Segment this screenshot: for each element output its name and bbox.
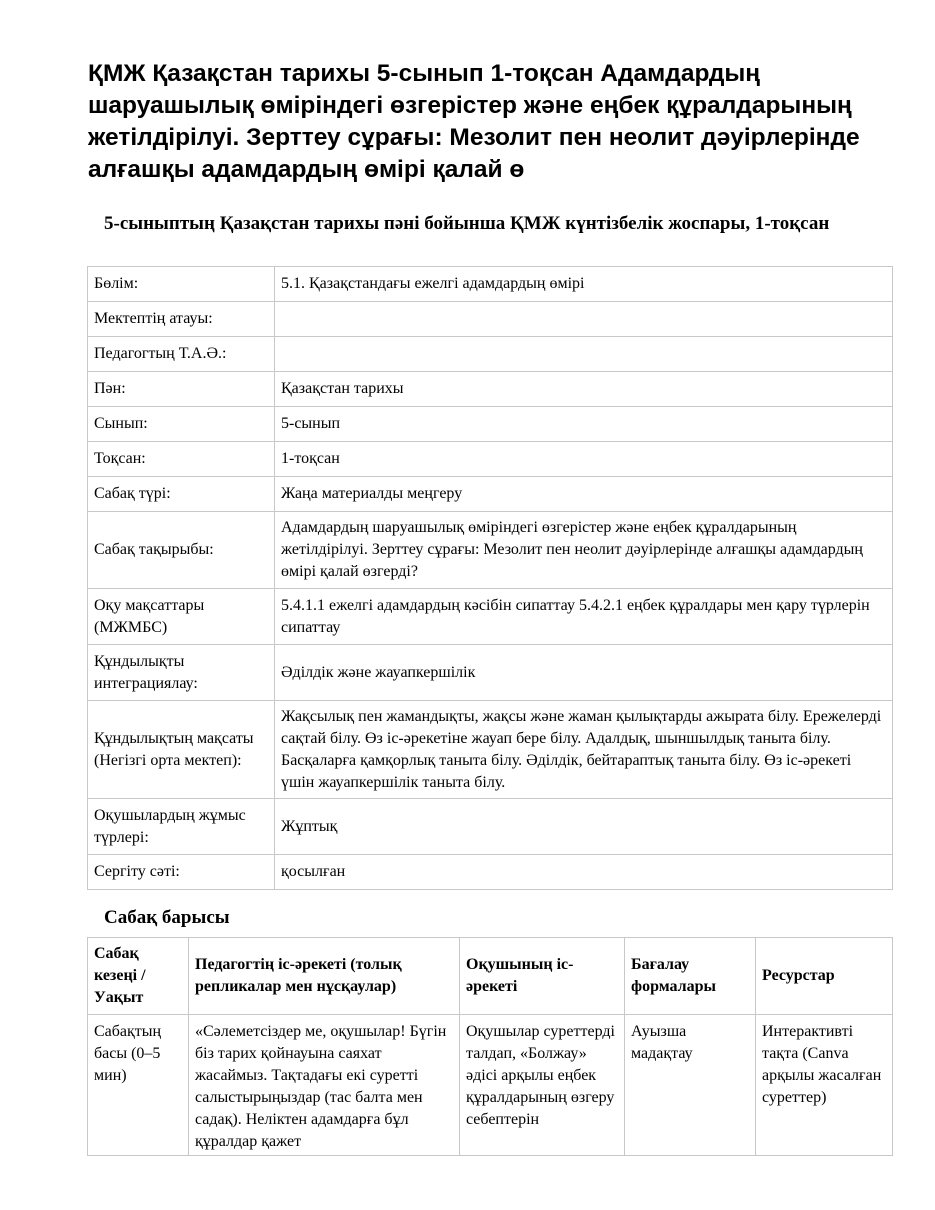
table-row bbox=[88, 589, 893, 645]
lesson-info-table bbox=[87, 266, 893, 890]
info-value: 1-тоқсан bbox=[275, 442, 893, 477]
info-label: Сабақ тақырыбы: bbox=[88, 512, 275, 589]
column-header: Оқушының іс-әрекеті bbox=[460, 938, 625, 1015]
document-title: ҚМЖ Қазақстан тарихы 5-сынып 1-тоқсан Адамдардың шаруашылық өміріндегі өзгерістер және еңбек құралдарының жетілдірілуі. Зерттеу сұрағы: Мезолит пен неолит дәуірлерінде алғашқы адамдардың өмірі қалай ө bbox=[88, 60, 860, 183]
table-row bbox=[88, 372, 893, 407]
info-value: Адамдардың шаруашылық өміріндегі өзгерістер және еңбек құралдарының жетілдірілуі. Зерттеу сұрағы: Мезолит пен неолит дәуірлерінде алғашқы адамдардың өмірі қалай өзгерді? bbox=[275, 512, 893, 589]
column-header: Ресурстар bbox=[756, 938, 893, 1015]
info-label: Пән: bbox=[88, 372, 275, 407]
info-label: Құндылықтың мақсаты (Негізгі орта мектеп): bbox=[88, 701, 275, 799]
table-header-row bbox=[88, 938, 893, 1015]
info-value: Қазақстан тарихы bbox=[275, 372, 893, 407]
table-row bbox=[88, 701, 893, 799]
column-header: Педагогтің іс-әрекеті (толық репликалар мен нұсқаулар) bbox=[189, 938, 460, 1015]
lesson-cell: Сабақтың басы (0–5 мин) bbox=[88, 1015, 189, 1156]
info-value: 5.1. Қазақстандағы ежелгі адамдардың өмірі bbox=[275, 267, 893, 302]
info-label: Сабақ түрі: bbox=[88, 477, 275, 512]
section-title-lesson-flow: Сабақ барысы bbox=[104, 907, 230, 928]
info-label: Тоқсан: bbox=[88, 442, 275, 477]
info-label: Сергіту сәті: bbox=[88, 855, 275, 890]
table-row bbox=[88, 477, 893, 512]
table-row bbox=[88, 407, 893, 442]
info-label: Бөлім: bbox=[88, 267, 275, 302]
info-value: Жаңа материалды меңгеру bbox=[275, 477, 893, 512]
table-row bbox=[88, 337, 893, 372]
lesson-flow-table bbox=[87, 937, 893, 1156]
table-row bbox=[88, 799, 893, 855]
lesson-cell: Оқушылар суреттерді талдап, «Болжау» әдісі арқылы еңбек құралдарының өзгеру себептерін bbox=[460, 1015, 625, 1156]
table-row bbox=[88, 302, 893, 337]
info-label: Мектептің атауы: bbox=[88, 302, 275, 337]
info-value: Жақсылық пен жамандықты, жақсы және жаман қылықтарды ажырата білу. Ережелерді сақтай білу. Өз іс-әрекетіне жауап бере білу. Адалдық, шыншылдық танытa білу. Басқаларға қамқорлық таныта білу. Әділдік, бейтараптық таныта білу. Өз іс-әрекеті үшін жауапкершілік таныта білу. bbox=[275, 701, 893, 799]
table-row bbox=[88, 442, 893, 477]
document-subtitle: 5-сыныптың Қазақстан тарихы пәні бойынша ҚМЖ күнтізбелік жоспары, 1-тоқсан bbox=[104, 213, 830, 234]
info-value: Әділдік және жауапкершілік bbox=[275, 645, 893, 701]
info-value: қосылған bbox=[275, 855, 893, 890]
info-label: Құндылықты интеграциялау: bbox=[88, 645, 275, 701]
info-label: Оқу мақсаттары (МЖМБС) bbox=[88, 589, 275, 645]
info-value: Жұптық bbox=[275, 799, 893, 855]
info-label: Педагогтың Т.А.Ә.: bbox=[88, 337, 275, 372]
info-value bbox=[275, 337, 893, 372]
column-header: Сабақ кезеңі / Уақыт bbox=[88, 938, 189, 1015]
lesson-cell: Интерактивті тақта (Canva арқылы жасалған суреттер) bbox=[756, 1015, 893, 1156]
table-row bbox=[88, 267, 893, 302]
info-value bbox=[275, 302, 893, 337]
info-label: Сынып: bbox=[88, 407, 275, 442]
table-row bbox=[88, 645, 893, 701]
lesson-cell: «Сәлеметсіздер ме, оқушылар! Бүгін біз тарих қойнауына саяхат жасаймыз. Тақтадағы екі суретті салыстырыңыздар (тас балта мен садақ). Неліктен адамдарға бұл құралдар қажет bbox=[189, 1015, 460, 1156]
table-row bbox=[88, 512, 893, 589]
table-row bbox=[88, 1015, 893, 1156]
info-value: 5-сынып bbox=[275, 407, 893, 442]
table-row bbox=[88, 855, 893, 890]
lesson-cell: Ауызша мадақтау bbox=[625, 1015, 756, 1156]
column-header: Бағалау формалары bbox=[625, 938, 756, 1015]
info-value: 5.4.1.1 ежелгі адамдардың кәсібін сипаттау 5.4.2.1 еңбек құралдары мен қару түрлерін сипаттау bbox=[275, 589, 893, 645]
info-label: Оқушылардың жұмыс түрлері: bbox=[88, 799, 275, 855]
